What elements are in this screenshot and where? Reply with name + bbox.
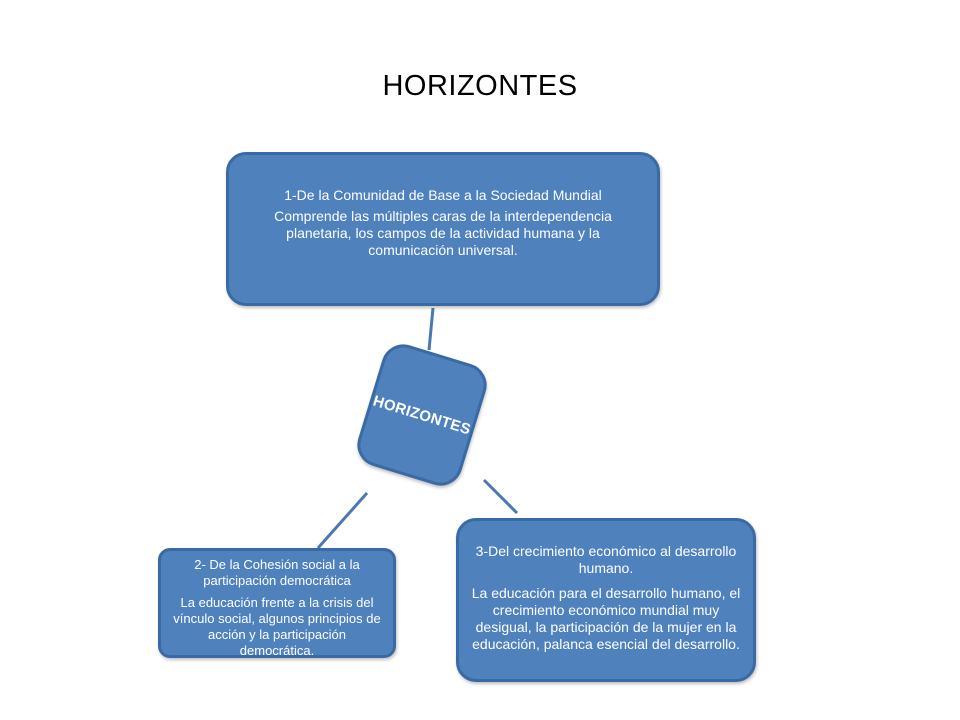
node-left-heading: 2- De la Cohesión social a la participación democrática xyxy=(194,557,360,588)
node-left-body: La educación frente a la crisis del vínculo social, algunos principios de acción y la participación democrática. xyxy=(173,595,381,658)
connector-left xyxy=(318,493,367,548)
node-right-body: La educación para el desarrollo humano, el crecimiento económico mundial muy desigual, la participación de la mujer en la educación, palanca esencial del desarrollo. xyxy=(471,585,741,652)
slide-title: HORIZONTES xyxy=(382,70,578,102)
node-top-body: Comprende las múltiples caras de la interdependencia planetaria, los campos de la actividad humana y la comunicación universal. xyxy=(274,208,612,258)
center-node-label: HORIZONTES xyxy=(371,392,473,438)
node-right-heading: 3-Del crecimiento económico al desarrollo humano. xyxy=(475,543,737,576)
node-community-to-world-society xyxy=(226,152,660,306)
node-social-cohesion xyxy=(158,548,396,658)
node-economic-growth xyxy=(456,518,756,682)
node-top-heading: 1-De la Comunidad de Base a la Sociedad Mundial xyxy=(284,187,602,203)
connector-right xyxy=(484,480,517,513)
connector-top xyxy=(429,308,433,350)
